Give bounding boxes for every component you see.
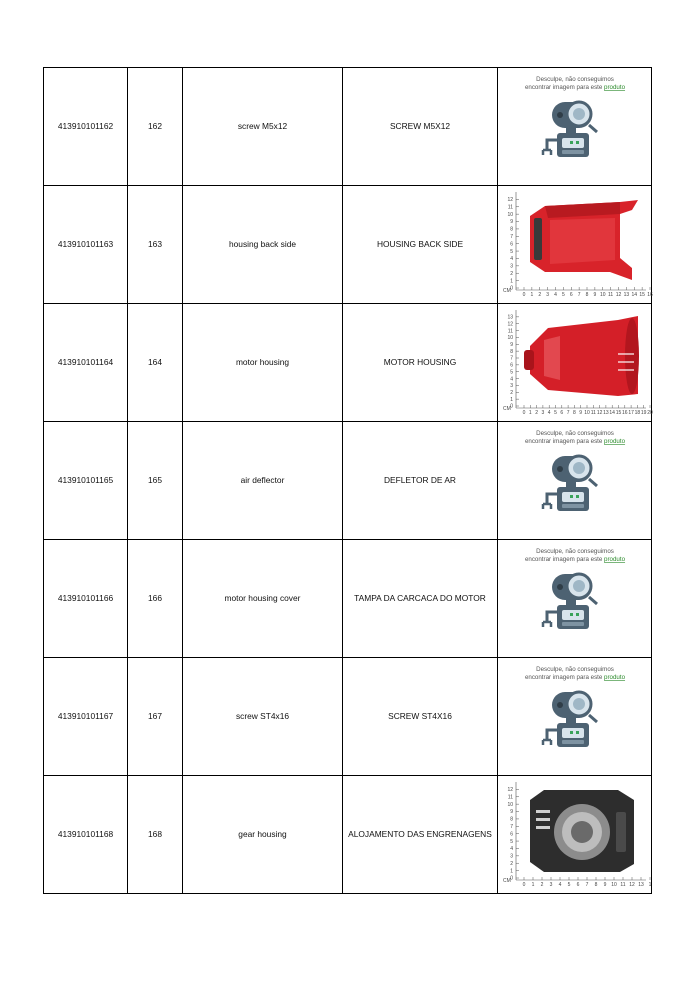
description-pt-cell: HOUSING BACK SIDE <box>343 186 498 304</box>
ruler-x-label: 1 <box>648 881 651 888</box>
part-photo <box>500 188 653 302</box>
ruler-y-label: 0 <box>509 875 513 882</box>
part-image-cell <box>498 658 652 776</box>
ruler-x-label: 7 <box>585 881 588 888</box>
robot-icon <box>543 692 597 747</box>
part-code-cell: 413910101162 <box>44 68 128 186</box>
position-cell: 165 <box>128 422 183 540</box>
ruler-y-label: 7 <box>509 233 513 240</box>
ruler-y-label: 6 <box>509 830 513 837</box>
ruler-x-label: 18 <box>634 409 640 416</box>
ruler-y-label: 12 <box>506 786 513 793</box>
ruler-x-label: 15 <box>615 409 621 416</box>
ruler-x-label: 6 <box>576 881 579 888</box>
ruler-y-label: 0 <box>509 285 513 292</box>
ruler-x-label: 20 <box>646 409 653 416</box>
part-image-cell <box>498 776 652 894</box>
ruler-x-label: 13 <box>623 291 629 298</box>
ruler-y-label: 5 <box>509 368 513 375</box>
ruler-x-label: 8 <box>572 409 576 416</box>
ruler-y-label: 3 <box>509 263 513 270</box>
image-not-found-placeholder <box>500 70 650 184</box>
ruler-x-label: 0 <box>522 881 525 888</box>
placeholder-line2: encontrar imagem para este produto <box>524 83 625 91</box>
part-image-cell <box>498 304 652 422</box>
ruler-x-label: 1 <box>528 409 532 416</box>
position-cell: 168 <box>128 776 183 894</box>
description-pt-cell: DEFLETOR DE AR <box>343 422 498 540</box>
parts-table <box>43 67 652 894</box>
ruler-x-label: 7 <box>577 291 581 298</box>
ruler-y-label: 1 <box>509 277 513 284</box>
table-row <box>44 658 652 776</box>
ruler-x-label: 5 <box>553 409 557 416</box>
ruler-y-label: 8 <box>509 348 513 355</box>
ruler-y-label: 2 <box>509 389 513 396</box>
placeholder-link: produto <box>603 437 625 445</box>
position-cell: 166 <box>128 540 183 658</box>
ruler-x-label: 10 <box>610 881 617 888</box>
ruler-x-label: 12 <box>628 881 635 888</box>
ruler-y-label: 4 <box>509 845 513 852</box>
ruler-x-label: 4 <box>558 881 561 888</box>
ruler-y-label: 7 <box>509 355 513 362</box>
ruler-y-label: 9 <box>509 341 513 348</box>
ruler-x-label: 3 <box>545 291 549 298</box>
table-row <box>44 186 652 304</box>
part-code-cell: 413910101167 <box>44 658 128 776</box>
ruler-x-label: 1 <box>531 881 534 888</box>
ruler-x-label: 3 <box>541 409 544 416</box>
part-photo <box>500 778 650 892</box>
table-row <box>44 776 652 894</box>
ruler-y-label: 7 <box>509 823 513 830</box>
gear-housing-part <box>530 790 634 872</box>
position-cell: 163 <box>128 186 183 304</box>
ruler-x-label: 11 <box>619 881 626 888</box>
ruler-x-label: 8 <box>585 291 588 298</box>
description-pt-cell: SCREW ST4X16 <box>343 658 498 776</box>
part-code-cell: 413910101164 <box>44 304 128 422</box>
description-en-cell: housing back side <box>183 186 343 304</box>
ruler-x-label: 5 <box>561 291 565 298</box>
ruler-x-label: 13 <box>602 409 609 416</box>
position-cell: 167 <box>128 658 183 776</box>
ruler-y-label: 2 <box>509 270 513 277</box>
ruler-y-label: 11 <box>507 793 513 800</box>
ruler-x-label: 2 <box>534 409 538 416</box>
description-en-cell: screw ST4x16 <box>183 658 343 776</box>
description-en-cell: air deflector <box>183 422 343 540</box>
description-pt-cell: MOTOR HOUSING <box>343 304 498 422</box>
description-pt-cell: TAMPA DA CARCACA DO MOTOR <box>343 540 498 658</box>
ruler-x-label: 6 <box>569 291 573 298</box>
part-photo <box>500 306 653 420</box>
ruler-y-label: 6 <box>509 362 513 369</box>
ruler-x-label: 11 <box>590 409 596 416</box>
ruler-y-label: 8 <box>509 226 513 233</box>
ruler-y-label: 12 <box>506 320 513 327</box>
ruler-y-label: 2 <box>509 860 513 867</box>
image-not-found-placeholder <box>500 542 650 656</box>
ruler-x-label: 10 <box>599 291 606 298</box>
ruler-x-label: 2 <box>540 881 543 888</box>
position-cell: 164 <box>128 304 183 422</box>
table-row <box>44 68 652 186</box>
image-not-found-placeholder <box>500 660 650 774</box>
part-image-cell <box>498 422 652 540</box>
placeholder-line2: encontrar imagem para este produto <box>524 437 625 445</box>
ruler-x-label: 16 <box>621 409 628 416</box>
ruler-x-label: 0 <box>522 291 525 298</box>
ruler-y-label: 11 <box>507 203 513 210</box>
ruler-x-label: 12 <box>615 291 621 298</box>
description-en-cell: screw M5x12 <box>183 68 343 186</box>
ruler-y-label: 13 <box>506 314 513 321</box>
ruler-x-label: 5 <box>567 881 570 888</box>
part-code-cell: 413910101168 <box>44 776 128 894</box>
position-cell: 162 <box>128 68 183 186</box>
ruler-x-label: 1 <box>529 291 533 298</box>
ruler-x-label: 2 <box>537 291 541 298</box>
table-row <box>44 304 652 422</box>
ruler-x-label: 10 <box>583 409 590 416</box>
placeholder-line1: Desculpe, não conseguimos <box>535 665 614 673</box>
part-code-cell: 413910101165 <box>44 422 128 540</box>
part-image-cell <box>498 68 652 186</box>
ruler-x-label: 6 <box>559 409 563 416</box>
ruler-unit-label: CM <box>502 405 511 412</box>
ruler-x-label: 4 <box>547 409 551 416</box>
ruler-y-label: 0 <box>509 403 513 410</box>
placeholder-line1: Desculpe, não conseguimos <box>535 75 614 83</box>
ruler-y-label: 10 <box>506 334 513 341</box>
placeholder-line2: encontrar imagem para este produto <box>524 555 625 563</box>
placeholder-line1: Desculpe, não conseguimos <box>535 429 614 437</box>
placeholder-link: produto <box>603 673 625 681</box>
placeholder-link: produto <box>603 83 625 91</box>
ruler-x-label: 19 <box>640 409 646 416</box>
ruler-unit-label: CM <box>502 877 511 884</box>
ruler-x-label: 14 <box>630 291 637 298</box>
table-row <box>44 422 652 540</box>
ruler-x-label: 0 <box>522 409 525 416</box>
ruler-y-label: 12 <box>506 196 513 203</box>
ruler-y-label: 1 <box>509 867 513 874</box>
robot-icon <box>543 574 597 629</box>
ruler-x-label: 11 <box>607 291 613 298</box>
robot-icon <box>543 456 597 511</box>
ruler-y-label: 11 <box>507 327 513 334</box>
description-en-cell: motor housing <box>183 304 343 422</box>
ruler-unit-label: CM <box>502 287 511 294</box>
ruler-x-label: 9 <box>592 291 596 298</box>
placeholder-link: produto <box>603 555 625 563</box>
ruler-y-label: 8 <box>509 816 513 823</box>
ruler-y-label: 10 <box>506 211 513 218</box>
ruler-x-label: 7 <box>566 409 569 416</box>
ruler-x-label: 4 <box>553 291 557 298</box>
ruler-x-label: 17 <box>627 409 634 416</box>
ruler-x-label: 12 <box>596 409 602 416</box>
ruler-y-label: 5 <box>509 248 513 255</box>
description-pt-cell: SCREW M5X12 <box>343 68 498 186</box>
placeholder-line2: encontrar imagem para este produto <box>524 673 625 681</box>
description-pt-cell: ALOJAMENTO DAS ENGRENAGENS <box>343 776 498 894</box>
ruler-y-label: 4 <box>509 375 513 382</box>
ruler-y-label: 5 <box>509 838 513 845</box>
ruler-x-label: 9 <box>603 881 606 888</box>
part-image-cell <box>498 540 652 658</box>
ruler-y-label: 9 <box>509 218 513 225</box>
description-en-cell: motor housing cover <box>183 540 343 658</box>
parts-table-body <box>44 68 652 894</box>
ruler-y-label: 6 <box>509 240 513 247</box>
ruler-x-label: 16 <box>646 291 653 298</box>
part-code-cell: 413910101163 <box>44 186 128 304</box>
placeholder-line1: Desculpe, não conseguimos <box>535 547 614 555</box>
ruler-x-label: 8 <box>594 881 597 888</box>
part-code-cell: 413910101166 <box>44 540 128 658</box>
ruler-x-label: 9 <box>578 409 582 416</box>
ruler-y-label: 9 <box>509 808 513 815</box>
robot-icon <box>543 102 597 157</box>
ruler-x-label: 14 <box>608 409 615 416</box>
ruler-x-label: 3 <box>549 881 552 888</box>
ruler-y-label: 3 <box>509 382 513 389</box>
ruler-y-label: 4 <box>509 255 513 262</box>
ruler-y-label: 3 <box>509 853 513 860</box>
ruler-y-label: 10 <box>506 801 513 808</box>
ruler-x-label: 15 <box>638 291 645 298</box>
ruler-x-label: 13 <box>637 881 644 888</box>
part-image-cell <box>498 186 652 304</box>
ruler-y-label: 1 <box>509 396 513 403</box>
image-not-found-placeholder <box>500 424 650 538</box>
description-en-cell: gear housing <box>183 776 343 894</box>
table-row <box>44 540 652 658</box>
